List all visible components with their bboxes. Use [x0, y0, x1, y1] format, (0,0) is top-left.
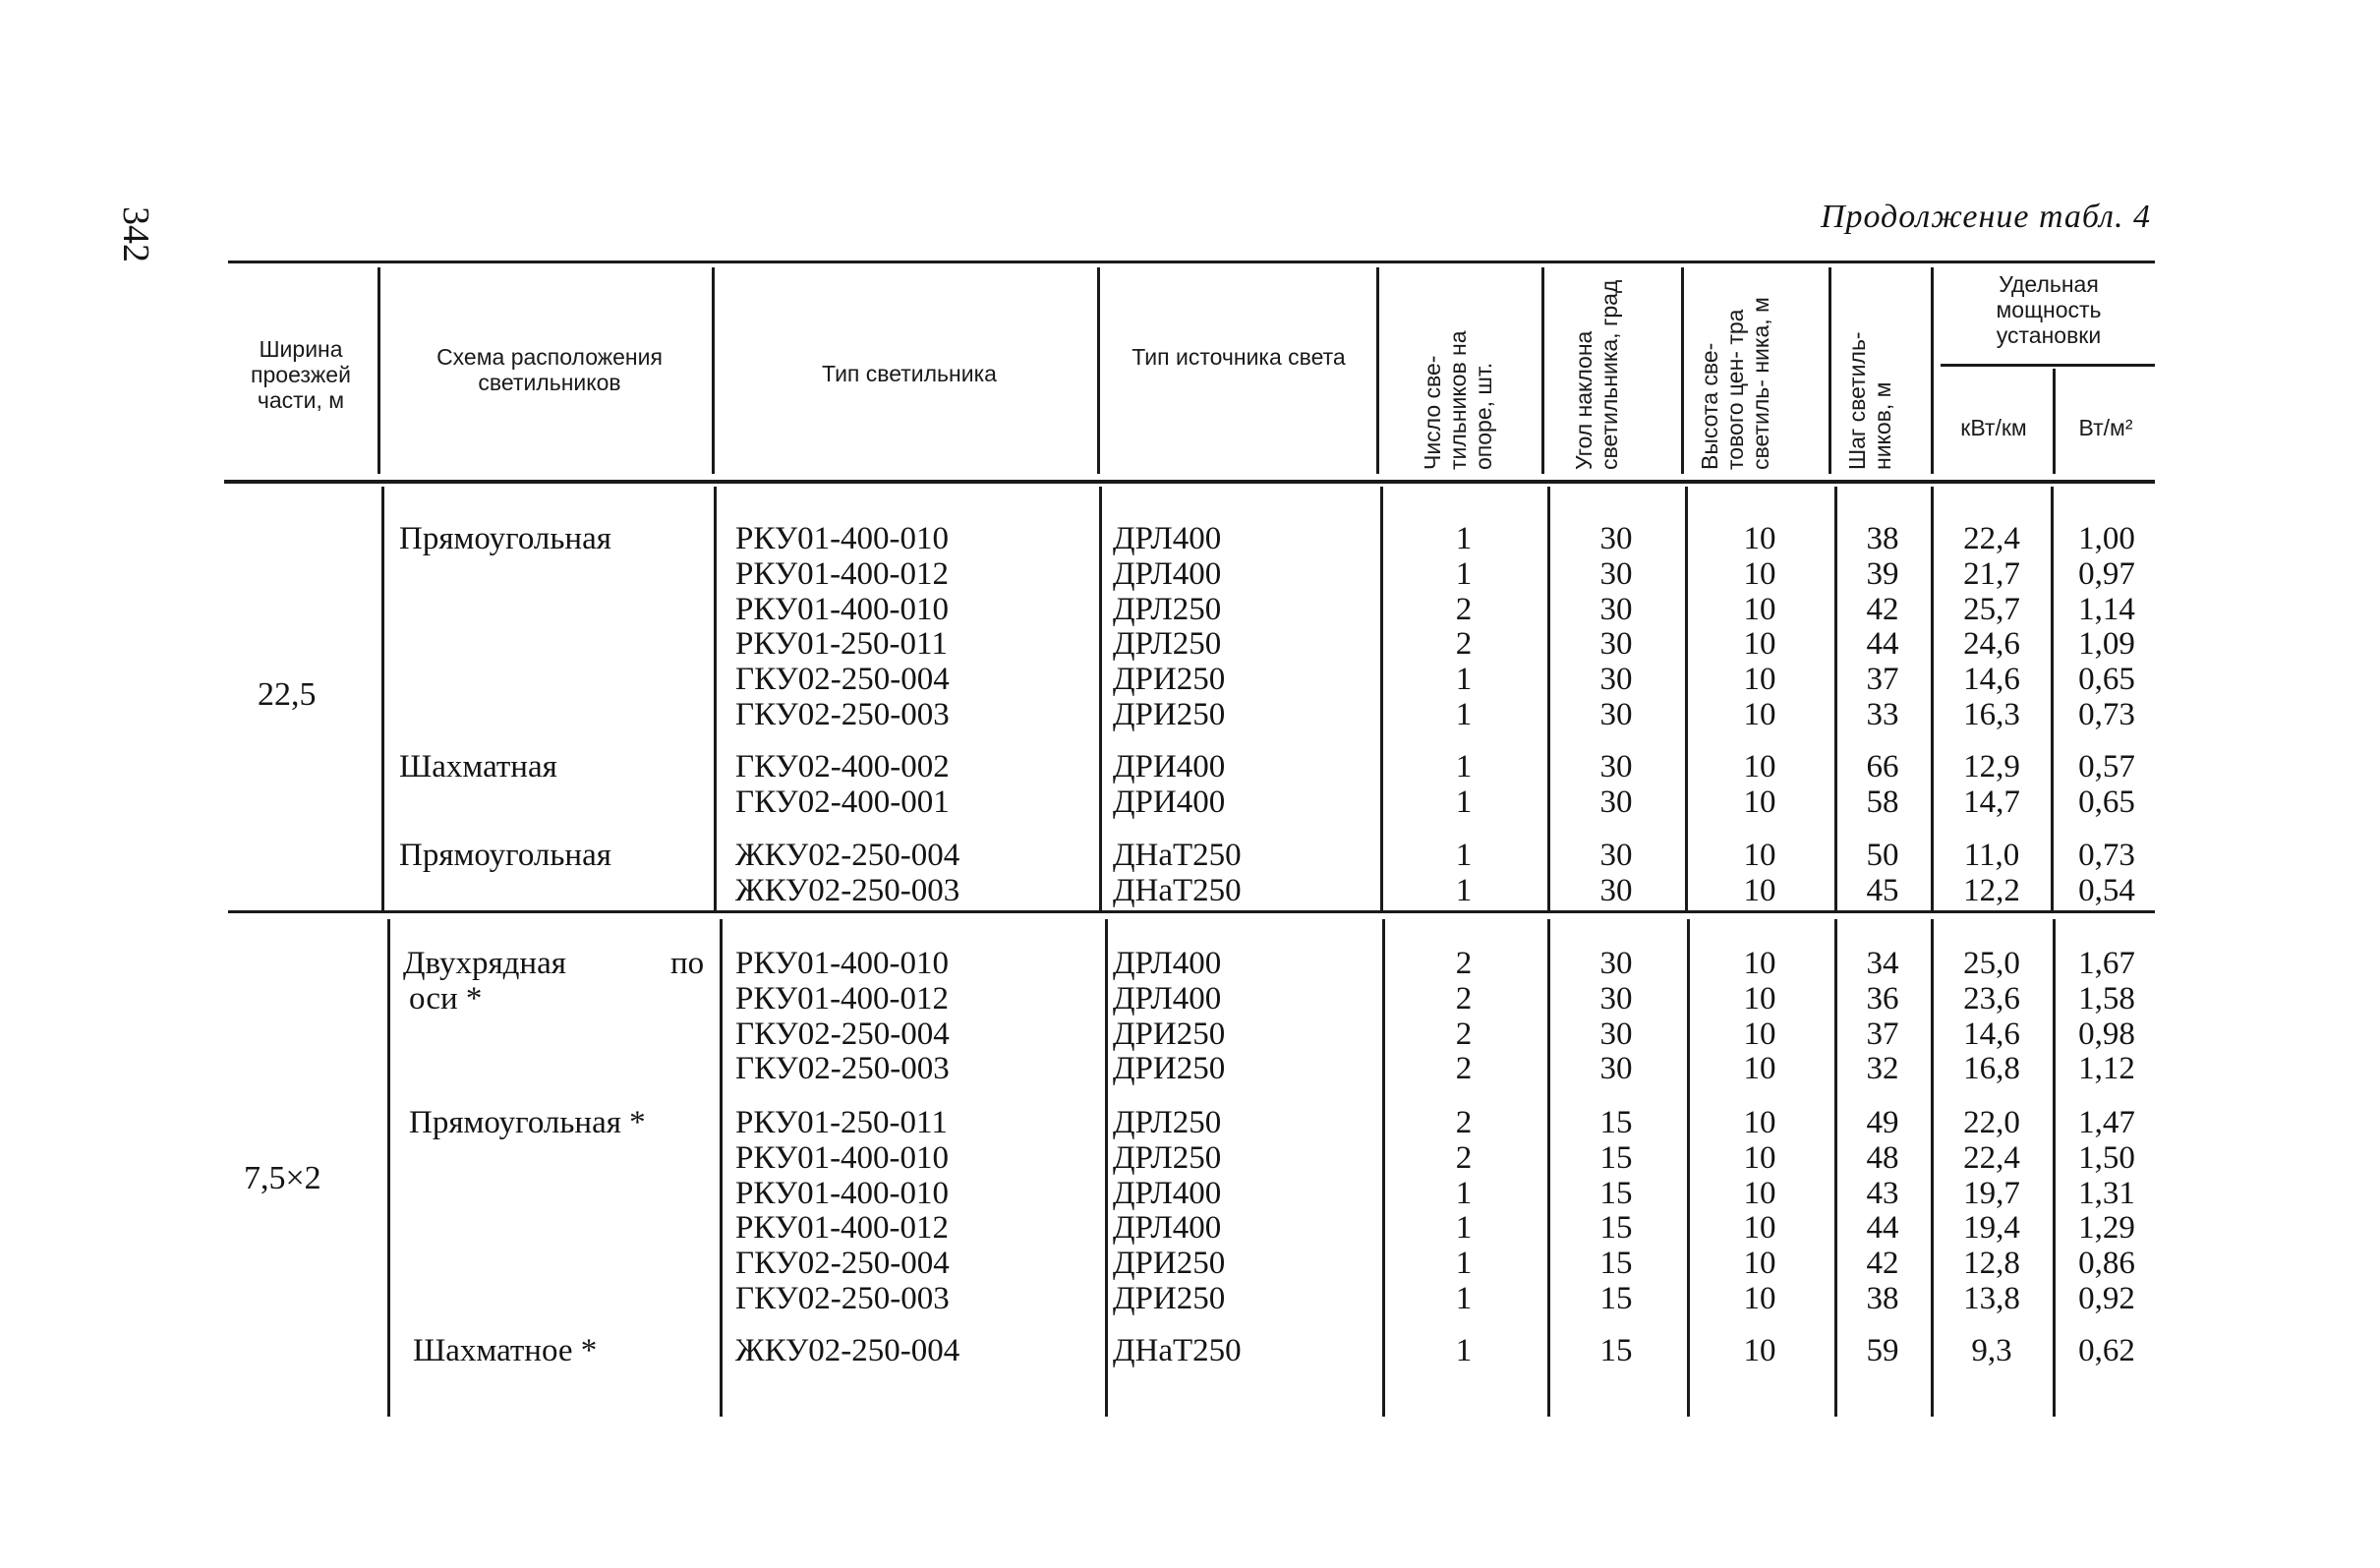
- cell-luminaire: РКУ01-400-010: [735, 521, 950, 556]
- cell-source: ДРИ400: [1113, 749, 1226, 784]
- scheme-label: Прямоугольная: [399, 838, 611, 873]
- cell-step: 66: [1866, 749, 1899, 784]
- cell-wm: 1,31: [2078, 1175, 2135, 1211]
- cell-step: 50: [1866, 838, 1899, 873]
- cell-kw: 22,4: [1963, 521, 2020, 556]
- cell-source: ДРИ250: [1113, 1246, 1226, 1282]
- cell-height: 10: [1743, 662, 1776, 698]
- cell-kw: 22,4: [1963, 1139, 2020, 1176]
- cell-count: 2: [1455, 980, 1473, 1016]
- cell-kw: 9,3: [1971, 1333, 2012, 1368]
- cell-height: 10: [1743, 697, 1776, 732]
- body-col-rule: [720, 919, 723, 1417]
- cell-luminaire: ЖКУ02-250-003: [735, 872, 960, 908]
- cell-kw: 16,3: [1963, 697, 2020, 732]
- cell-step: 44: [1866, 626, 1899, 663]
- header-power: Удельная мощность установки: [1996, 271, 2102, 348]
- cell-kw: 14,7: [1963, 784, 2020, 820]
- cell-luminaire: ГКУ02-250-003: [735, 1051, 950, 1087]
- cell-source: ДНаТ250: [1113, 1333, 1242, 1368]
- cell-height: 10: [1743, 591, 1776, 627]
- cell-angle: 15: [1599, 1105, 1633, 1140]
- header-count: Число све- тильников на опоре, шт.: [1420, 330, 1496, 470]
- header-kw: кВт/км: [1960, 415, 2027, 440]
- cell-luminaire: РКУ01-400-012: [735, 555, 950, 592]
- scheme-label: Прямоугольная: [399, 521, 611, 556]
- cell-luminaire: ГКУ02-250-004: [735, 662, 950, 698]
- group-width-value: 22,5: [258, 676, 317, 713]
- cell-step: 49: [1866, 1105, 1899, 1140]
- cell-height: 10: [1743, 521, 1776, 556]
- scheme-label: Шахматное *: [413, 1333, 598, 1368]
- cell-height: 10: [1743, 1333, 1776, 1368]
- cell-luminaire: РКУ01-400-010: [735, 1175, 950, 1211]
- group-separator-rule: [228, 910, 2155, 913]
- body-col-rule: [381, 487, 384, 911]
- cell-step: 39: [1866, 555, 1899, 592]
- cell-angle: 15: [1599, 1333, 1633, 1368]
- cell-kw: 25,7: [1963, 591, 2020, 627]
- cell-count: 2: [1455, 1105, 1473, 1140]
- cell-source: ДРИ250: [1113, 1016, 1226, 1052]
- cell-wm: 1,67: [2078, 946, 2135, 981]
- cell-luminaire: РКУ01-400-010: [735, 946, 950, 981]
- cell-height: 10: [1743, 1175, 1776, 1211]
- cell-wm: 0,73: [2078, 697, 2135, 732]
- cell-step: 43: [1866, 1175, 1899, 1211]
- header-col-rule: [377, 267, 380, 474]
- header-step: Шаг светиль- ников, м: [1844, 331, 1895, 470]
- cell-height: 10: [1743, 1051, 1776, 1087]
- cell-angle: 30: [1599, 749, 1633, 784]
- cell-wm: 1,58: [2078, 980, 2135, 1016]
- cell-wm: 0,65: [2078, 662, 2135, 698]
- header-source: Тип источника света: [1132, 344, 1346, 370]
- cell-angle: 15: [1599, 1175, 1633, 1211]
- cell-step: 34: [1866, 946, 1899, 981]
- cell-height: 10: [1743, 1105, 1776, 1140]
- header-col-rule: [2053, 369, 2056, 474]
- cell-angle: 15: [1599, 1281, 1633, 1316]
- cell-angle: 30: [1599, 662, 1633, 698]
- header-col-rule: [1097, 267, 1100, 474]
- header-scheme: Схема расположения светильников: [436, 344, 663, 395]
- header-width: Ширина проезжей части, м: [251, 336, 351, 413]
- cell-step: 33: [1866, 697, 1899, 732]
- cell-count: 1: [1455, 1175, 1473, 1211]
- cell-luminaire: ГКУ02-250-003: [735, 1281, 950, 1316]
- cell-step: 42: [1866, 591, 1899, 627]
- scheme-label: Прямоугольная *: [409, 1105, 646, 1140]
- header-col-rule: [1681, 267, 1684, 474]
- scheme-label: Двухрядная: [403, 946, 566, 981]
- cell-step: 37: [1866, 662, 1899, 698]
- cell-height: 10: [1743, 838, 1776, 873]
- cell-kw: 13,8: [1963, 1281, 2020, 1316]
- header-height: Высота све- тового цен- тра светиль- ника, м: [1697, 297, 1773, 470]
- cell-angle: 30: [1599, 626, 1633, 663]
- cell-wm: 0,86: [2078, 1246, 2135, 1282]
- cell-count: 1: [1455, 1333, 1473, 1368]
- cell-angle: 30: [1599, 980, 1633, 1016]
- cell-source: ДРЛ250: [1113, 591, 1222, 627]
- cell-source: ДРЛ250: [1113, 1105, 1222, 1140]
- power-subheader-rule: [1941, 364, 2155, 367]
- cell-height: 10: [1743, 1246, 1776, 1282]
- page-number: 342: [115, 206, 156, 262]
- cell-luminaire: РКУ01-400-010: [735, 1139, 950, 1176]
- cell-step: 38: [1866, 521, 1899, 556]
- table-top-rule: [228, 261, 2155, 263]
- cell-angle: 15: [1599, 1210, 1633, 1247]
- cell-source: ДРИ250: [1113, 662, 1226, 698]
- table-caption: Продолжение табл. 4: [1820, 199, 2151, 235]
- cell-step: 37: [1866, 1016, 1899, 1052]
- cell-angle: 30: [1599, 784, 1633, 820]
- cell-wm: 0,97: [2078, 555, 2135, 592]
- cell-wm: 0,98: [2078, 1016, 2135, 1052]
- cell-angle: 30: [1599, 946, 1633, 981]
- header-angle: Угол наклона светильника, град: [1571, 279, 1622, 470]
- cell-luminaire: РКУ01-400-012: [735, 1210, 950, 1247]
- cell-wm: 1,50: [2078, 1139, 2135, 1176]
- cell-count: 1: [1455, 1246, 1473, 1282]
- cell-angle: 30: [1599, 521, 1633, 556]
- cell-height: 10: [1743, 626, 1776, 663]
- cell-source: ДРЛ400: [1113, 980, 1222, 1016]
- cell-angle: 30: [1599, 1016, 1633, 1052]
- cell-wm: 0,62: [2078, 1333, 2135, 1368]
- cell-step: 59: [1866, 1333, 1899, 1368]
- body-col-rule: [1099, 487, 1102, 911]
- cell-count: 2: [1455, 626, 1473, 663]
- cell-step: 32: [1866, 1051, 1899, 1087]
- cell-source: ДРЛ400: [1113, 521, 1222, 556]
- cell-count: 1: [1455, 697, 1473, 732]
- cell-angle: 30: [1599, 591, 1633, 627]
- cell-height: 10: [1743, 784, 1776, 820]
- cell-kw: 24,6: [1963, 626, 2020, 663]
- cell-height: 10: [1743, 980, 1776, 1016]
- cell-height: 10: [1743, 946, 1776, 981]
- cell-wm: 0,57: [2078, 749, 2135, 784]
- cell-luminaire: РКУ01-250-011: [735, 1105, 948, 1140]
- cell-height: 10: [1743, 1016, 1776, 1052]
- cell-height: 10: [1743, 1281, 1776, 1316]
- cell-source: ДРЛ400: [1113, 1175, 1222, 1211]
- cell-step: 42: [1866, 1246, 1899, 1282]
- cell-step: 38: [1866, 1281, 1899, 1316]
- cell-luminaire: РКУ01-400-010: [735, 591, 950, 627]
- cell-height: 10: [1743, 749, 1776, 784]
- cell-kw: 23,6: [1963, 980, 2020, 1016]
- cell-source: ДРЛ250: [1113, 626, 1222, 663]
- scheme-label: Шахматная: [399, 749, 557, 784]
- cell-wm: 0,92: [2078, 1281, 2135, 1316]
- cell-source: ДРИ400: [1113, 784, 1226, 820]
- cell-angle: 30: [1599, 872, 1633, 908]
- cell-luminaire: ГКУ02-400-002: [735, 749, 950, 784]
- cell-count: 1: [1455, 1281, 1473, 1316]
- cell-source: ДРЛ400: [1113, 946, 1222, 981]
- cell-count: 1: [1455, 872, 1473, 908]
- cell-wm: 1,14: [2078, 591, 2135, 627]
- cell-kw: 14,6: [1963, 662, 2020, 698]
- cell-count: 2: [1455, 1016, 1473, 1052]
- header-col-rule: [1376, 267, 1379, 474]
- cell-luminaire: РКУ01-250-011: [735, 626, 948, 663]
- cell-wm: 1,47: [2078, 1105, 2135, 1140]
- cell-count: 2: [1455, 1051, 1473, 1087]
- cell-count: 1: [1455, 662, 1473, 698]
- cell-kw: 12,9: [1963, 749, 2020, 784]
- cell-luminaire: ГКУ02-250-003: [735, 697, 950, 732]
- cell-kw: 25,0: [1963, 946, 2020, 981]
- cell-source: ДРЛ250: [1113, 1139, 1222, 1176]
- cell-angle: 30: [1599, 1051, 1633, 1087]
- cell-kw: 19,4: [1963, 1210, 2020, 1247]
- cell-count: 1: [1455, 521, 1473, 556]
- cell-source: ДРИ250: [1113, 697, 1226, 732]
- cell-step: 45: [1866, 872, 1899, 908]
- cell-wm: 1,09: [2078, 626, 2135, 663]
- cell-wm: 0,54: [2078, 872, 2135, 908]
- header-col-rule: [1541, 267, 1544, 474]
- cell-luminaire: ЖКУ02-250-004: [735, 1333, 960, 1368]
- header-wm: Вт/м²: [2078, 415, 2133, 440]
- cell-luminaire: ГКУ02-250-004: [735, 1246, 950, 1282]
- body-col-rule: [387, 919, 390, 1417]
- scheme-label: оси *: [409, 981, 483, 1016]
- cell-step: 36: [1866, 980, 1899, 1016]
- cell-count: 2: [1455, 591, 1473, 627]
- cell-source: ДРИ250: [1113, 1051, 1226, 1087]
- cell-angle: 30: [1599, 838, 1633, 873]
- header-bottom-rule: [224, 480, 2155, 484]
- cell-source: ДРЛ400: [1113, 1210, 1222, 1247]
- cell-step: 48: [1866, 1139, 1899, 1176]
- cell-wm: 1,29: [2078, 1210, 2135, 1247]
- cell-height: 10: [1743, 555, 1776, 592]
- body-col-rule: [1105, 919, 1108, 1417]
- cell-luminaire: РКУ01-400-012: [735, 980, 950, 1016]
- cell-kw: 14,6: [1963, 1016, 2020, 1052]
- scheme-label: по: [670, 946, 705, 981]
- cell-luminaire: ГКУ02-250-004: [735, 1016, 950, 1052]
- cell-step: 44: [1866, 1210, 1899, 1247]
- cell-kw: 22,0: [1963, 1105, 2020, 1140]
- cell-source: ДНаТ250: [1113, 838, 1242, 873]
- cell-count: 1: [1455, 838, 1473, 873]
- cell-step: 58: [1866, 784, 1899, 820]
- cell-count: 2: [1455, 1139, 1473, 1176]
- cell-count: 1: [1455, 555, 1473, 592]
- cell-luminaire: ЖКУ02-250-004: [735, 838, 960, 873]
- cell-wm: 0,73: [2078, 838, 2135, 873]
- cell-angle: 30: [1599, 697, 1633, 732]
- cell-source: ДНаТ250: [1113, 872, 1242, 908]
- cell-kw: 12,8: [1963, 1246, 2020, 1282]
- cell-height: 10: [1743, 872, 1776, 908]
- group-width-value: 7,5×2: [244, 1160, 321, 1196]
- cell-height: 10: [1743, 1139, 1776, 1176]
- cell-count: 1: [1455, 784, 1473, 820]
- header-col-rule: [1829, 267, 1831, 474]
- cell-angle: 15: [1599, 1246, 1633, 1282]
- cell-wm: 1,12: [2078, 1051, 2135, 1087]
- cell-kw: 11,0: [1963, 838, 2020, 873]
- cell-kw: 19,7: [1963, 1175, 2020, 1211]
- body-col-rule: [714, 487, 717, 911]
- cell-height: 10: [1743, 1210, 1776, 1247]
- cell-kw: 21,7: [1963, 555, 2020, 592]
- cell-source: ДРЛ400: [1113, 555, 1222, 592]
- header-luminaire: Тип светильника: [822, 361, 997, 386]
- cell-kw: 16,8: [1963, 1051, 2020, 1087]
- cell-angle: 15: [1599, 1139, 1633, 1176]
- header-col-rule: [712, 267, 715, 474]
- cell-count: 1: [1455, 749, 1473, 784]
- cell-source: ДРИ250: [1113, 1281, 1226, 1316]
- cell-count: 2: [1455, 946, 1473, 981]
- cell-luminaire: ГКУ02-400-001: [735, 784, 950, 820]
- cell-angle: 30: [1599, 555, 1633, 592]
- cell-wm: 0,65: [2078, 784, 2135, 820]
- cell-count: 1: [1455, 1210, 1473, 1247]
- cell-wm: 1,00: [2078, 521, 2135, 556]
- cell-kw: 12,2: [1963, 872, 2020, 908]
- header-col-rule: [1931, 267, 1934, 474]
